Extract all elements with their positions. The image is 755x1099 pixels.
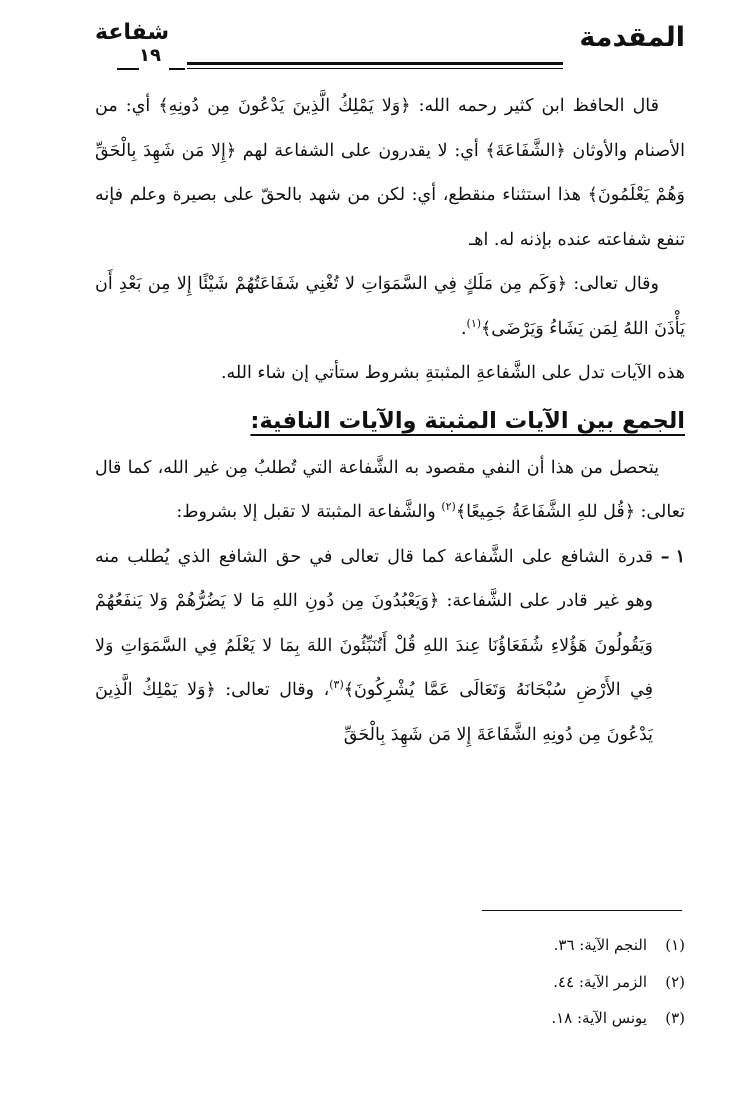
body-paragraph: هذه الآيات تدل على الشَّفاعةِ المثبتةِ بشروط ستأتي إن شاء الله. (220, 363, 685, 383)
body-paragraph (95, 446, 685, 535)
footnote (95, 1000, 685, 1037)
numbered-point (95, 535, 685, 758)
footnote-text: يونس الآية: ١٨. (551, 1009, 647, 1027)
body-text: والشَّفاعة المثبتة لا تقبل إلا بشروط: (176, 502, 442, 522)
book-title: شفاعة (95, 20, 170, 45)
point-text: ، وقال تعالى: ﴿وَلا يَمْلِكُ الَّذِينَ يَدْعُونَ مِن دُونِهِ الشَّفَاعَةَ إِلا مَن شَهِدَ بِالْحَقِّ (95, 680, 653, 745)
verse-paragraph: وقال تعالى: ﴿وَكَم مِن مَلَكٍ فِي السَّمَوَاتِ لا تُغْنِي شَفَاعَتُهُمْ شَيْئًا إِلا مِن بَعْدِ أَن يَأْذَنَ اللهُ لِمَن يَشَاءُ وَيَرْضَى﴾$^{(١)}$. (95, 274, 685, 339)
footnote-ref: (٣) (329, 678, 344, 692)
point-text: قدرة الشافع على الشَّفاعة كما قال تعالى في حق الشافع الذي يُطلب منه وهو غير قادر على الشَّفاعة: ﴿وَيَعْبُدُونَ مِن دُونِ اللهِ مَا لا يَضُرُّهُمْ وَلا يَنفَعُهُمْ وَيَقُولُونَ هَؤُلاءِ شُفَعَاؤُنَا عِندَ اللهِ قُلْ أَتُنَبِّئُونَ اللهَ بِمَا لا يَعْلَمُ فِي السَّمَوَاتِ وَلا فِي الأَرْضِ سُبْحَانَهُ وَتَعَالَى عَمَّا يُشْرِكُونَ﴾ (95, 546, 653, 700)
footnote-ref: (١) (466, 316, 482, 330)
quote-paragraph: قال الحافظ ابن كثير رحمه الله: ﴿وَلا يَمْلِكُ الَّذِينَ يَدْعُونَ مِن دُونِهِ﴾ أي: من الأصنام والأوثان ﴿الشَّفَاعَةَ﴾ أي: لا يقدرون على الشفاعة لهم ﴿إِلا مَن شَهِدَ بِالْحَقِّ وَهُمْ يَعْلَمُونَ﴾ هذا استثناء منقطع، أي: لكن من شهد بالحقّ على بصيرة وعلم فإنه تنفع شفاعته عنده بإذنه له. اهـ (95, 96, 685, 250)
verse-text: وقال تعالى: ﴿وَكَم مِن مَلَكٍ فِي السَّمَوَاتِ لا تُغْنِي شَفَاعَتُهُمْ شَيْئًا إِلا مِن بَعْدِ أَن يَأْذَنَ اللهُ لِمَن يَشَاءُ وَيَرْضَى﴾ (95, 274, 685, 339)
footnote (95, 927, 685, 964)
header-rule-tick (169, 68, 185, 70)
footnote (95, 964, 685, 1001)
header-rule-thin (187, 68, 563, 69)
header-rule-tick (117, 68, 139, 70)
footnotes (95, 927, 685, 1037)
running-header (95, 18, 685, 70)
footnote-number: (١) (665, 936, 685, 954)
page-body (95, 84, 685, 757)
header-rule-thick (187, 62, 563, 65)
chapter-title: المقدمة (579, 22, 685, 53)
page-number: ١٩ (139, 45, 161, 66)
footnote-ref: (٢) (441, 500, 456, 514)
body-text: يتحصل من هذا أن النفي مقصود به الشَّفاعة التي تُطلبُ مِن غير الله، كما قال تعالى: ﴿قُل للهِ الشَّفَاعَةُ جَمِيعًا﴾ (95, 457, 685, 522)
footnote-text: الزمر الآية: ٤٤. (553, 972, 647, 991)
footnote-separator (482, 910, 682, 911)
footnote-number: (٢) (665, 972, 685, 991)
footnote-text: النجم الآية: ٣٦. (553, 936, 647, 954)
section-heading: الجمع بين الآيات المثبتة والآيات النافية: (250, 407, 685, 434)
point-number: ١ – (660, 546, 685, 567)
footnote-number: (٣) (665, 1009, 685, 1027)
